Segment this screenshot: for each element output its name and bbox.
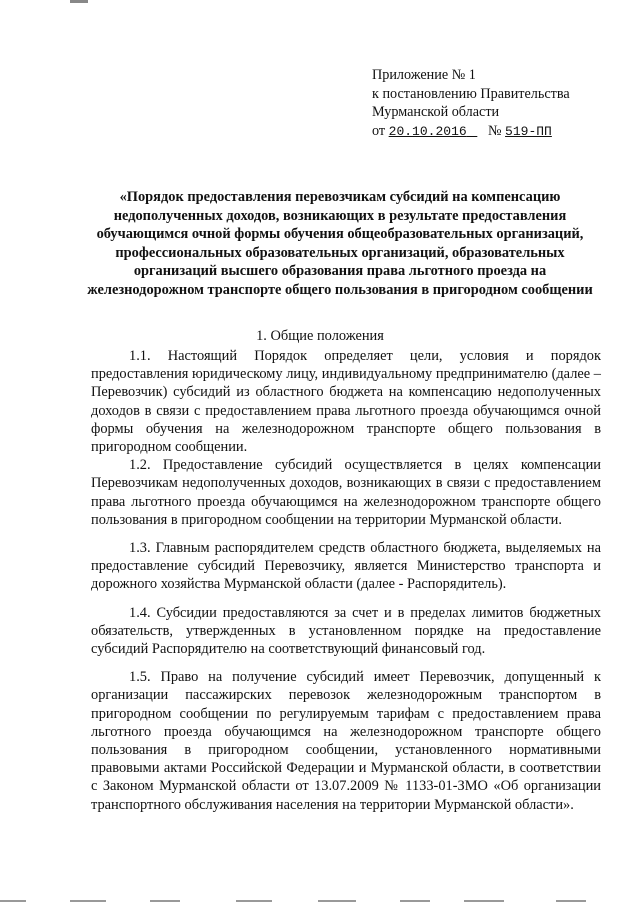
scan-edge-rule <box>464 900 504 902</box>
appendix-date-line <box>372 122 622 142</box>
number-prefix: № <box>487 122 502 139</box>
paragraph-1-4: 1.4. Субсидии предоставляются за счет и в пределах лимитов бюджетных обязательств, утвержденных в установленном порядке на предоставление субсидий Распорядителю на соответствующий финансовый год. <box>91 604 601 658</box>
paragraph-1-5: 1.5. Право на получение субсидий имеет Перевозчик, допущенный к организации пассажирских перевозок железнодорожным транспортом в пригородном сообщении по регулируемым тарифам с предоставлением права льготного проезда обучающимся на железнодорожном транспорте общего пользования в пригородном сообщении, установленного нормативными правовыми актами Российской Федерации и Мурманской области, в соответствии с Законом Мурманской области от 13.07.2009 № 1133-01-ЗМО «Об организации транспортного обслуживания населения на территории Мурманской области». <box>91 669 601 813</box>
scan-edge-rule <box>0 900 26 902</box>
appendix-number: Приложение № 1 <box>372 67 476 83</box>
scan-edge-rule <box>70 900 106 902</box>
section-heading: 1. Общие положения <box>256 328 384 344</box>
resolution-number: 519-ПП <box>505 123 552 139</box>
scan-edge-rule <box>318 900 356 902</box>
resolution-date: 20.10.2016 <box>388 123 467 139</box>
paragraph-1-2: 1.2. Предоставление субсидий осуществляется в целях компенсации Перевозчикам недополученных доходов, возникающих в связи с предоставлением права льготного проезда обучающимся на железнодорожном транспорте общего пользования в пригородном сообщении на территории Мурманской области. <box>91 457 601 528</box>
appendix-header <box>372 66 622 141</box>
scan-edge-rule <box>236 900 272 902</box>
date-prefix: от <box>372 122 386 139</box>
paragraph-1-3: 1.3. Главным распорядителем средств областного бюджета, выделяемых на предоставление субсидий Перевозчику, является Министерство транспорта и дорожного хозяйства Мурманской области (далее - Распорядитель). <box>91 540 601 593</box>
scan-edge-rule <box>556 900 586 902</box>
scan-edge-rule <box>400 900 430 902</box>
paragraph-1-1: 1.1. Настоящий Порядок определяет цели, условия и порядок предоставления юридическому лицу, индивидуальному предпринимателю (далее – Перевозчик) субсидий из областного бюджета на компенсацию недополученных доходов в связи с предоставлением права льготного проезда обучающимся очной формы обучения на железнодорожном транспорте общего пользования в пригородном сообщении. <box>91 348 601 456</box>
scan-edge-rule <box>150 900 180 902</box>
appendix-resolution: к постановлению Правительства <box>372 85 570 102</box>
scan-mark <box>70 0 88 3</box>
section-body <box>91 347 601 814</box>
appendix-region: Мурманской области <box>372 104 500 120</box>
document-title: «Порядок предоставления перевозчикам субсидий на компенсацию недополученных доходов, возникающих в результате предоставления обучающимся очной формы обучения общеобразовательных организаций, профессиональных образовательных организаций, образовательных организаций высшего образования права льготного проезда на железнодорожном транспорте общего пользования в пригородном сообщении <box>87 189 593 298</box>
